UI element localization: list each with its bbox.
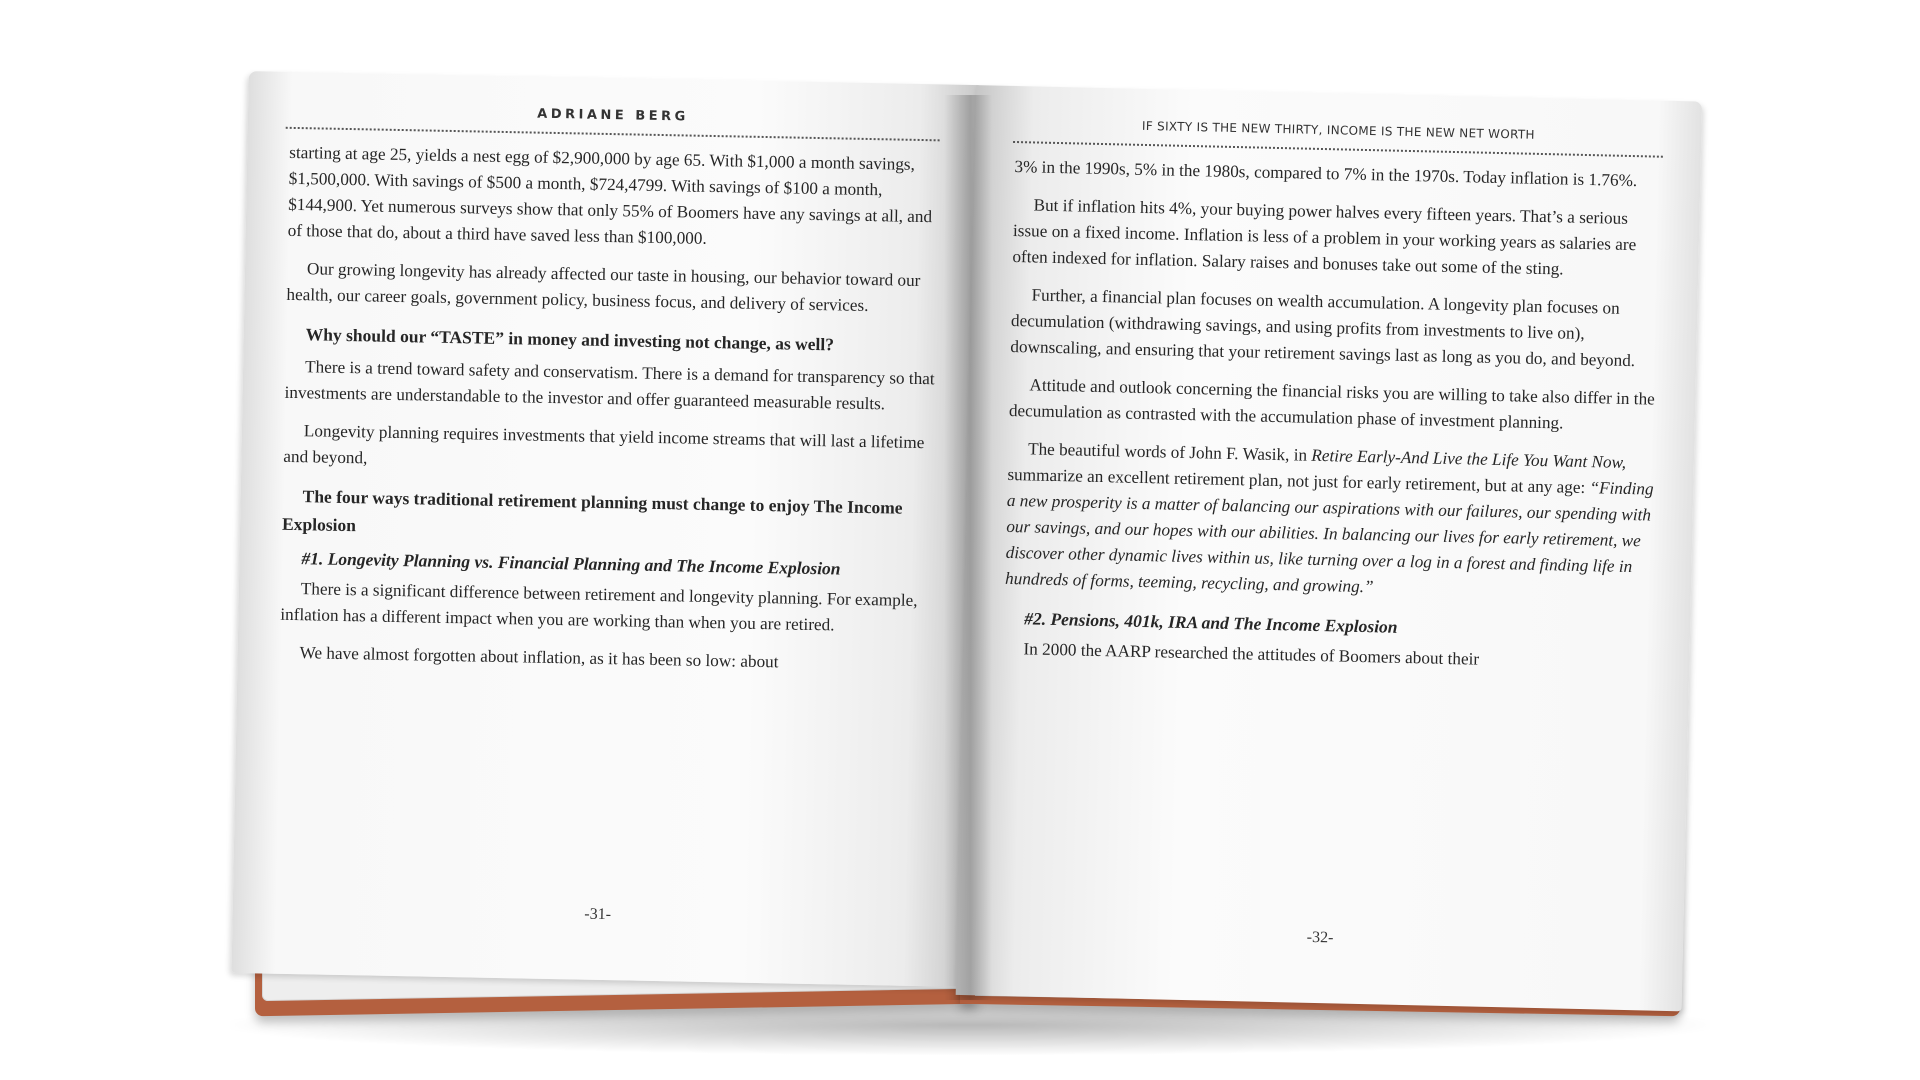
subsection-heading: #1. Longevity Planning vs. Financial Planning and The Income Explosion [301, 548, 841, 579]
paragraph: 3% in the 1990s, 5% in the 1980s, compared to 7% in the 1970s. Today inflation is 1.76%. [1014, 157, 1638, 191]
book-title: Retire Early-And Live the Life You Want Now, [1311, 445, 1627, 472]
paragraph: Further, a financial plan focuses on wealth accumulation. A longevity plan focuses on decumulation (withdrawing savings, and using profits from investments to live on), downscaling, and ensuring that your retirement savings last as long as you do, and beyond. [1010, 285, 1636, 371]
running-head-author: ADRIANE BERG [537, 106, 689, 125]
right-page-body [1003, 154, 1662, 681]
text-span: summarize an excellent retirement plan, not just for early retirement, but at any age: [1007, 464, 1590, 498]
quotation: “Finding a new prosperity is a matter of balancing our aspirations with our failures, our spending with our savings, and our hopes with our abilities. In balancing our lives for early retirement, we discover other dynamic lives within us, like turning over a log in a forest and finding life in hundreds of forms, teeming, recycling, and growing.” [1004, 478, 1654, 597]
page-number: -31- [584, 905, 612, 924]
left-page-body [279, 140, 943, 690]
paragraph: Our growing longevity has already affected our taste in housing, our behavior toward our health, our career goals, government policy, business focus, and delivery of services. [286, 259, 921, 316]
paragraph: Attitude and outlook concerning the financial risks you are willing to take also differ in the decumulation as contrasted with the accumulation phase of investment planning. [1008, 375, 1656, 433]
paragraph: There is a trend toward safety and conservatism. There is a demand for transparency so that investments are understandable to the investor and offer guaranteed measurable results. [284, 357, 935, 414]
section-heading: Why should our “TASTE” in money and investing not change, as well? [305, 324, 835, 355]
page-number: -32- [1306, 928, 1334, 947]
text-span: The beautiful words of John F. Wasik, in [1027, 439, 1312, 465]
paragraph: But if inflation hits 4%, your buying power halves every fifteen years. That’s a serious issue on a fixed income. Inflation is less of a problem in your working years as salaries are often indexed for inflation. Salary raises and bonuses take out some of the sting. [1012, 195, 1637, 279]
paragraph: In 2000 the AARP researched the attitudes of Boomers about their [1023, 639, 1480, 669]
running-head-title: IF SIXTY IS THE NEW THIRTY, INCOME IS THE NEW NET WORTH [1141, 118, 1535, 142]
left-page [231, 71, 978, 987]
paragraph: starting at age 25, yields a nest egg of $2,900,000 by age 65. With $1,000 a month savings, $1,500,000. With savings of $500 a month, $724,4799. With savings of $100 a month, $144,900. Yet numerous surveys show that only 55% of Boomers have any savings at all, and of those that do, about a third have saved less than $100,000. [287, 142, 933, 248]
header-rule [286, 127, 940, 142]
paragraph: Longevity planning requires investments that yield income streams that will last a lifetime and beyond, [283, 421, 925, 468]
paragraph: There is a significant difference between retirement and longevity planning. For example, inflation has a different impact when you are working than when you are retired. [280, 579, 918, 635]
subsection-heading: #2. Pensions, 401k, IRA and The Income Explosion [1024, 608, 1398, 637]
right-page [956, 85, 1702, 1011]
section-heading: The four ways traditional retirement planning must change to enjoy The Income Explosion [281, 486, 903, 536]
paragraph: We have almost forgotten about inflation, as it has been so low: about [299, 643, 779, 672]
quote-paragraph [1005, 436, 1656, 607]
